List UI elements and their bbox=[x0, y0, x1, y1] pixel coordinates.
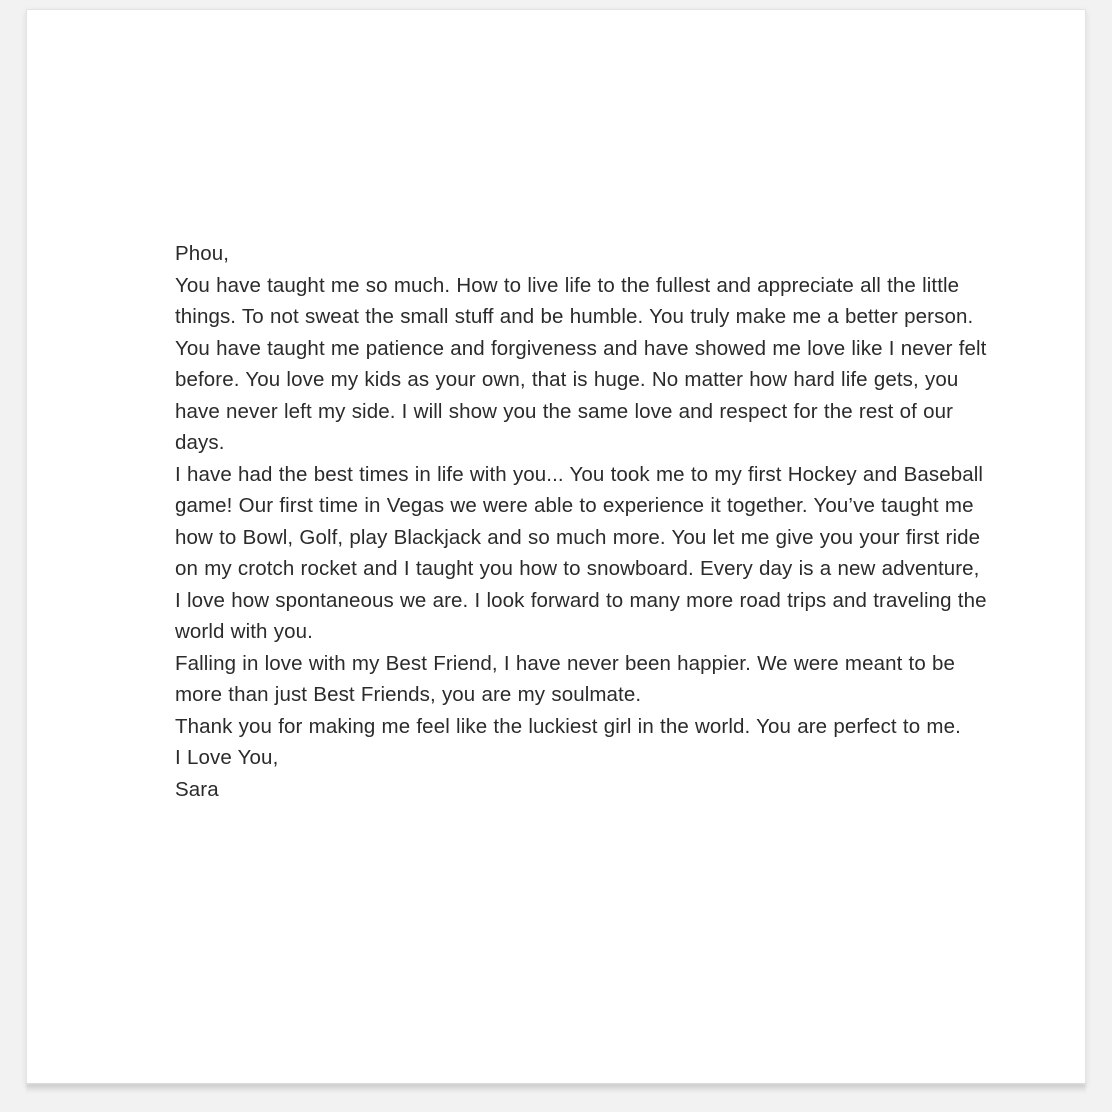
letter-body bbox=[175, 238, 987, 805]
letter-paragraph-1: You have taught me so much. How to live life to the fullest and appreciate all the little things. To not sweat the small stuff and be humble. You truly make me a better person. You have taught me patience and forgiveness and have showed me love like I never felt before. You love my kids as your own, that is huge. No matter how hard life gets, you have never left my side. I will show you the same love and respect for the rest of our days. bbox=[175, 273, 987, 454]
letter-closing: I Love You, bbox=[175, 746, 279, 769]
letter-paragraph-2: I have had the best times in life with you... You took me to my first Hockey and Baseball game! Our first time in Vegas we were able to experience it together. You’ve taught me how to Bowl, Golf, play Blackjack and so much more. You let me give you your first ride on my crotch rocket and I taught you how to snowboard. Every day is a new adventure, I love how spontaneous we are. I look forward to many more road trips and traveling the world with you. bbox=[175, 462, 987, 643]
letter-paragraph-3: Falling in love with my Best Friend, I have never been happier. We were meant to be more than just Best Friends, you are my soulmate. bbox=[175, 651, 956, 706]
letter-paragraph-4: Thank you for making me feel like the luckiest girl in the world. You are perfect to me. bbox=[175, 714, 961, 738]
document-page bbox=[26, 9, 1086, 1084]
page-bottom-shadow bbox=[26, 1084, 1086, 1094]
letter-salutation: Phou, bbox=[175, 242, 230, 265]
letter-signature: Sara bbox=[175, 777, 219, 801]
